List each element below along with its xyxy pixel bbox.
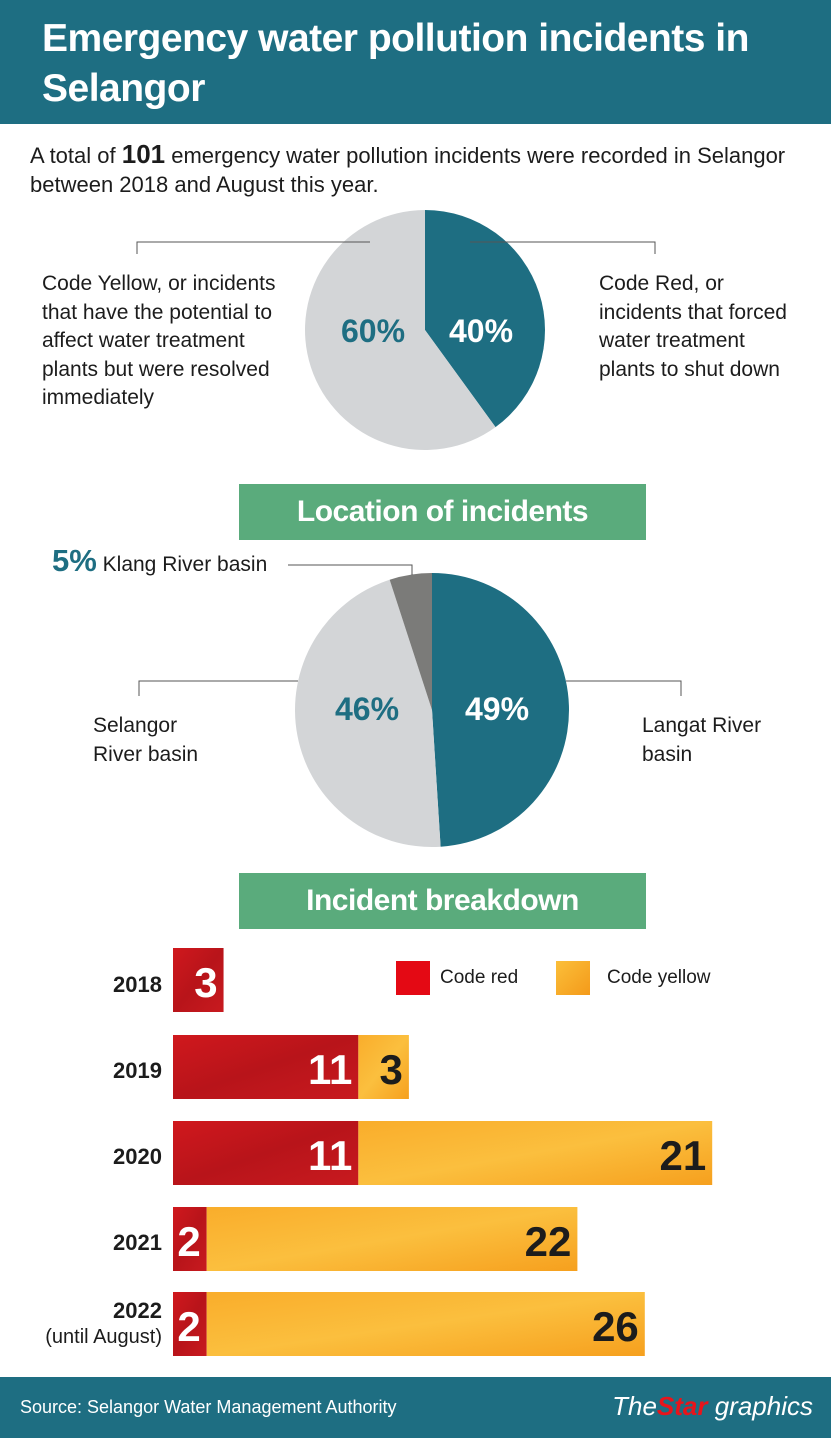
pie1-pct-red: 40% xyxy=(448,313,514,349)
incident-breakdown-bars xyxy=(0,940,831,1370)
bar-red-value-2018: 3 xyxy=(194,959,218,1006)
pie1-pct-yellow: 60% xyxy=(340,313,406,349)
year-note-2022: (until August) xyxy=(45,1326,162,1348)
bar-red-value-2020: 11 xyxy=(307,1132,353,1179)
intro-prefix: A total of xyxy=(30,143,122,168)
klang-label-row xyxy=(52,544,352,582)
bar-yellow-value-2021: 22 xyxy=(524,1218,572,1265)
year-label-2018: 2018 xyxy=(113,972,162,997)
bar-red-value-2022: 2 xyxy=(177,1303,201,1350)
legend-code-yellow-label: Code yellow xyxy=(607,967,711,988)
brand-star: Star xyxy=(656,1391,708,1421)
footer-bar xyxy=(0,1377,831,1438)
bar-red-value-2019: 11 xyxy=(307,1046,353,1093)
code-red-label: Code Red, or incidents that forced water treatment plants to shut down xyxy=(599,272,787,381)
bar-yellow-value-2020: 21 xyxy=(659,1132,707,1179)
breakdown-heading: Incident breakdown xyxy=(239,873,646,929)
bar-red-value-2021: 2 xyxy=(177,1218,201,1265)
bar-yellow-2021 xyxy=(207,1207,578,1271)
code-yellow-label: Code Yellow, or incidents that have the potential to affect water treatment plants but were resolved immediately xyxy=(42,272,276,409)
intro-suffix: emergency water pollution incidents were recorded in Selangor between 2018 and August this year. xyxy=(30,143,786,197)
pie2-leader-selangor xyxy=(139,681,298,696)
langat-label: Langat River basin xyxy=(642,714,762,766)
page-title: Emergency water pollution incidents in Selangor xyxy=(42,17,749,110)
klang-percent: 5% xyxy=(52,543,97,578)
bar-yellow-value-2019: 3 xyxy=(379,1046,403,1093)
bar-yellow-2022 xyxy=(207,1292,645,1356)
year-label-2019: 2019 xyxy=(113,1058,162,1083)
location-heading: Location of incidents xyxy=(239,484,646,540)
header-bar xyxy=(0,0,831,124)
year-label-2022: 2022 xyxy=(113,1298,162,1323)
intro-total: 101 xyxy=(121,139,166,169)
year-label-2021: 2021 xyxy=(113,1230,162,1255)
klang-label: Klang River basin xyxy=(102,553,268,576)
location-pie xyxy=(0,550,831,870)
brand-graphics: graphics xyxy=(707,1391,813,1421)
bar-yellow-value-2022: 26 xyxy=(592,1303,639,1350)
selangor-label: Selangor River basin xyxy=(93,714,199,766)
source-note: Source: Selangor Water Management Authority xyxy=(20,1397,397,1417)
brand-the: The xyxy=(612,1391,657,1421)
pie2-leader-langat xyxy=(566,681,681,696)
pie2-pct-langat: 49% xyxy=(464,691,530,727)
brand-logo xyxy=(612,1389,813,1423)
intro-text xyxy=(30,140,810,199)
legend-code-red-label: Code red xyxy=(440,967,519,988)
year-label-2020: 2020 xyxy=(113,1144,162,1169)
pie2-pct-selangor: 46% xyxy=(334,691,400,727)
